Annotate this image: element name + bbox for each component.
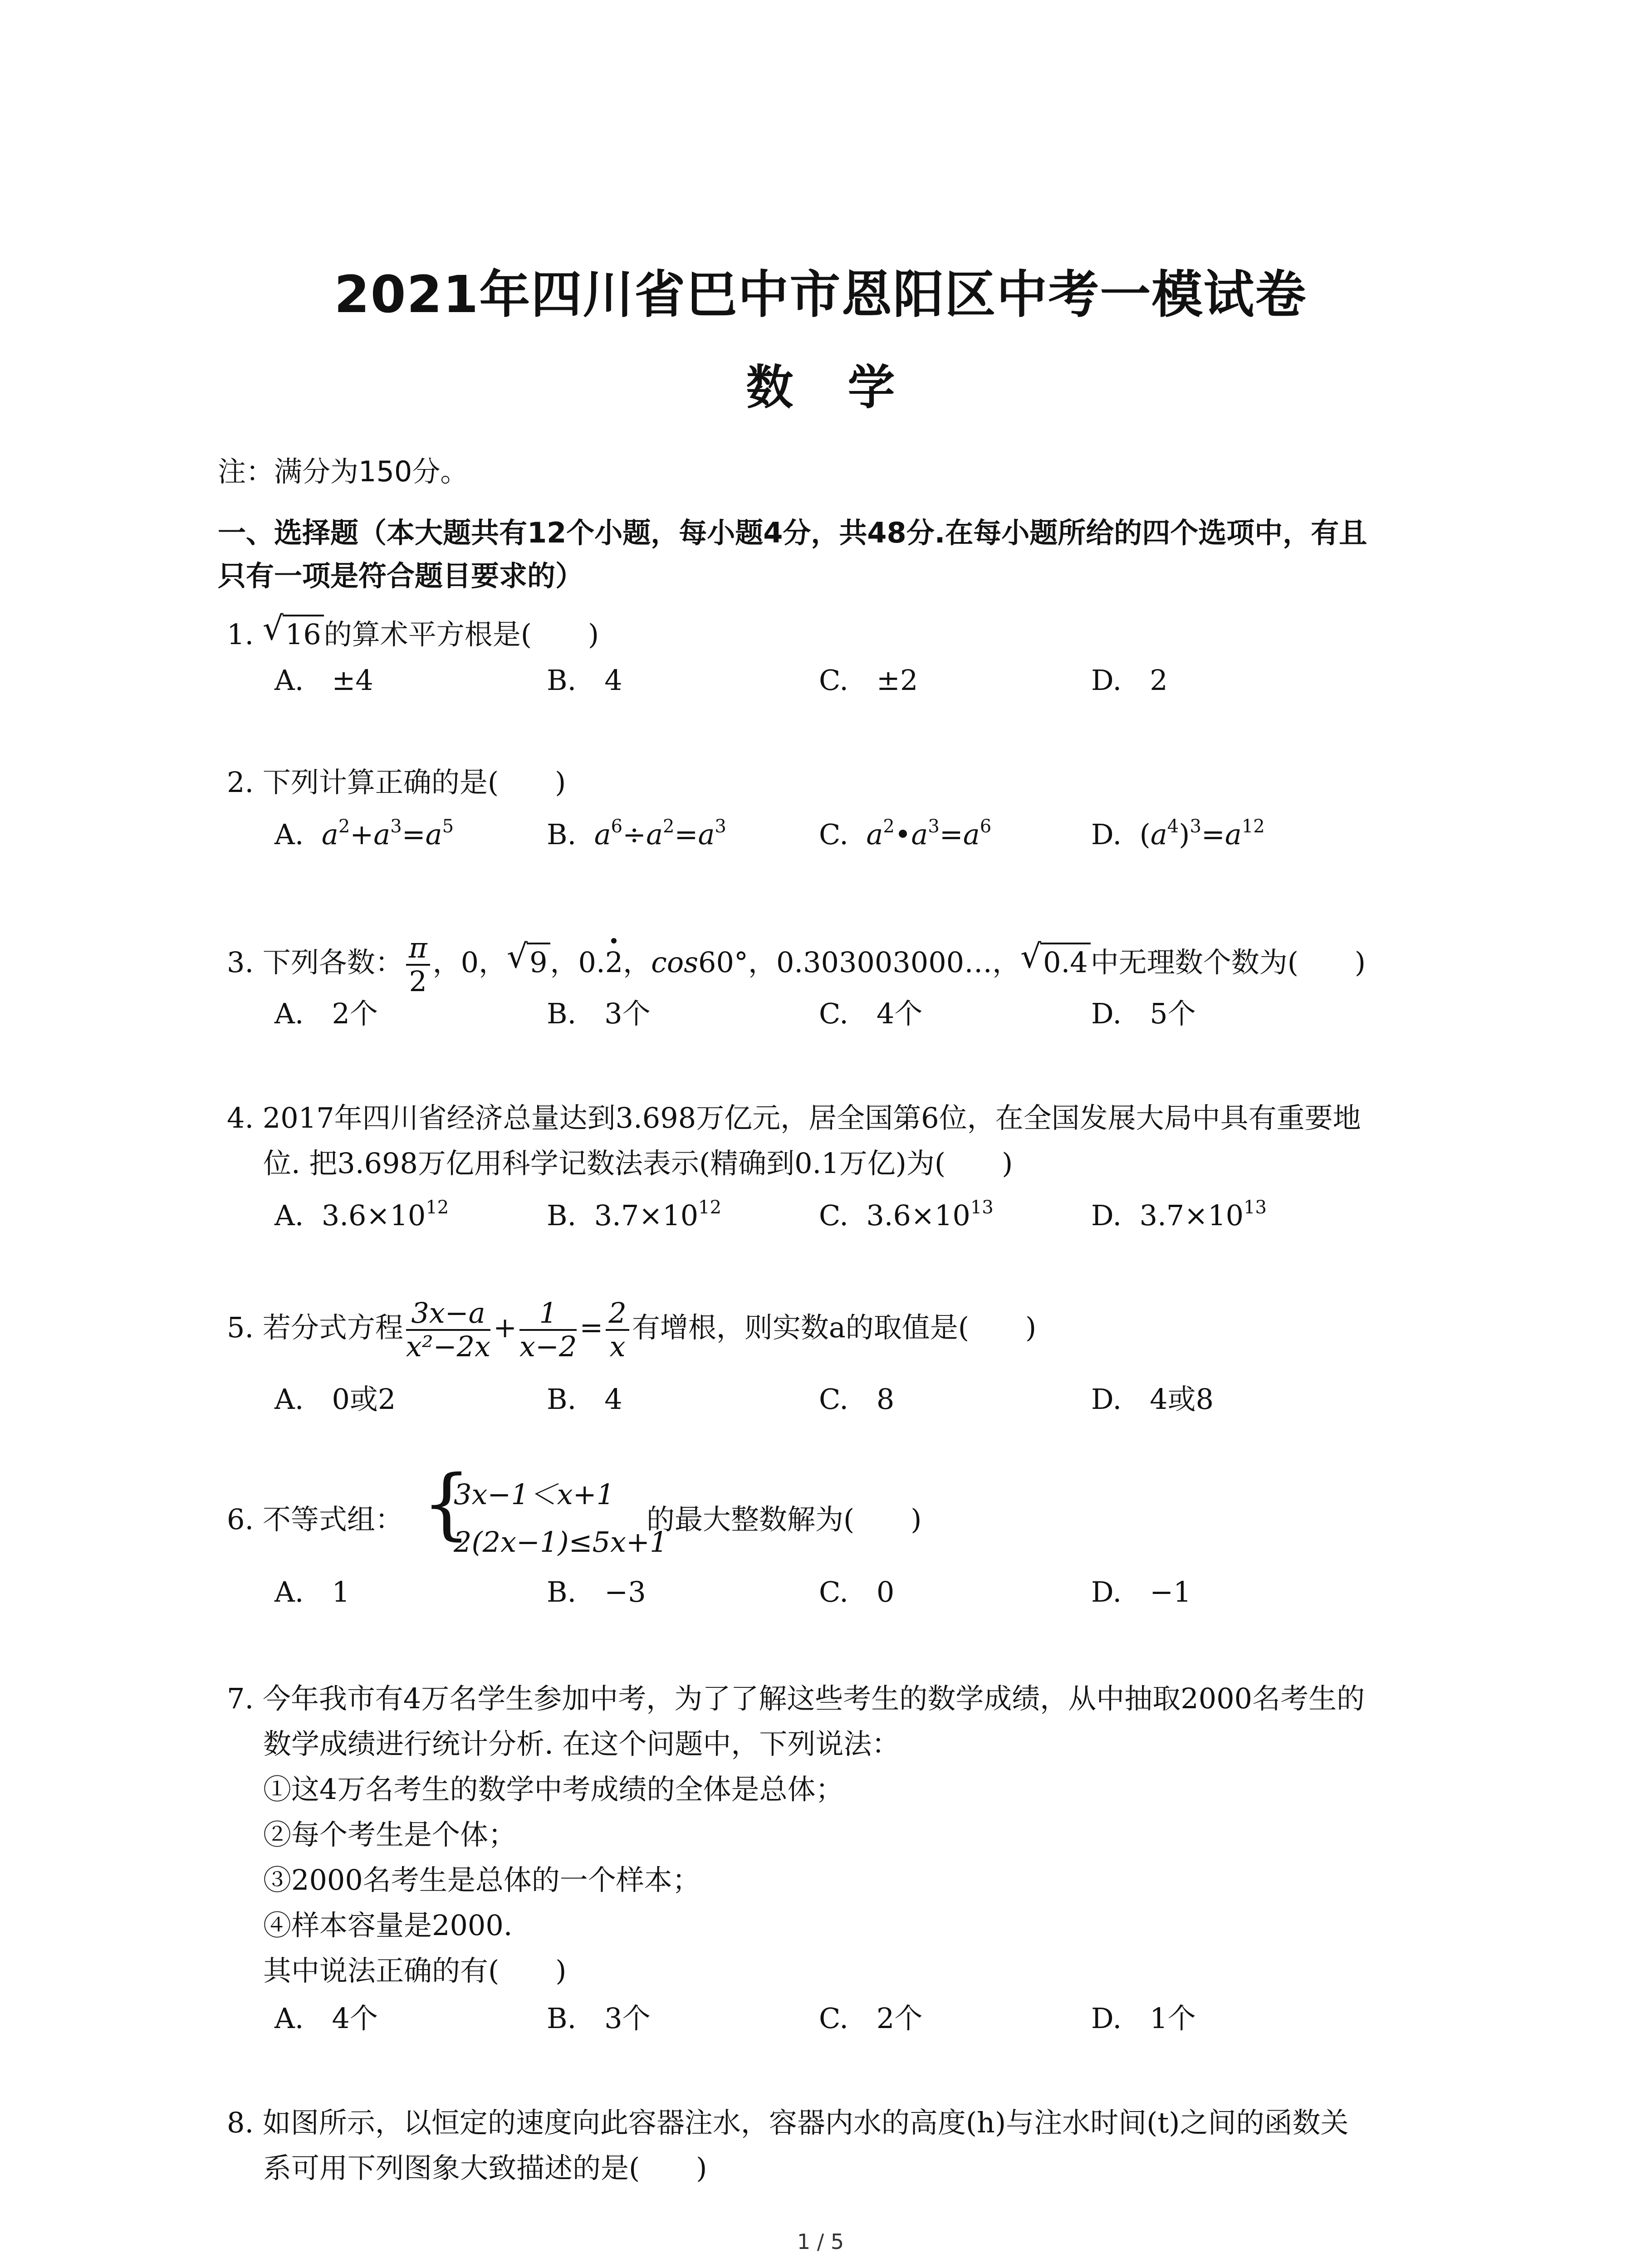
question-7-line2: 数学成绩进行统计分析. 在这个问题中，下列说法： [263, 1727, 900, 1760]
q3-repeating-digit: 2 [605, 944, 623, 981]
q1-option-a: A. ±4 [274, 664, 373, 697]
q1-number: 1. [227, 618, 254, 651]
page-number: 1 / 5 [797, 2229, 844, 2254]
q3-option-a: A. 2个 [274, 997, 378, 1030]
question-3: 3. 下列各数： $\frac{\pi}{2}$ ，0， √ 9，0.2，cos60°，0.303003000…， √ 0.4中无理数个数为( ) [227, 931, 1366, 998]
question-4-line2: 位. 把3.698万亿用科学记数法表示(精确到0.1万亿)为( ) [263, 1147, 1013, 1180]
q5-option-c: C. 8 [819, 1383, 895, 1416]
question-7-statement-2: ②每个考生是个体； [263, 1818, 517, 1851]
q7-option-c: C. 2个 [819, 2002, 923, 2035]
question-1 [227, 609, 599, 653]
q3-option-b: B. 3个 [547, 997, 651, 1030]
q5-option-a: A. 0或2 [274, 1383, 396, 1416]
q6-option-a: A. 1 [274, 1575, 350, 1608]
q2-stem: 下列计算正确的是( ) [262, 766, 566, 799]
q1-sqrt-arg: 16 [283, 615, 324, 653]
q7-option-b: B. 3个 [547, 2002, 651, 2035]
q3-fraction: $\frac{\pi}{2}$ [406, 932, 430, 997]
question-6: 6. 不等式组： [227, 1503, 403, 1536]
q6-stem: 的最大整数解为( ) [647, 1503, 922, 1536]
q3-option-c: C. 4个 [819, 997, 923, 1030]
question-8-line1: 8. 如图所示，以恒定的速度向此容器注水，容器内水的高度(h)与注水时间(t)之间的函数关 [227, 2106, 1349, 2139]
q5-fraction-2: $\frac{1}{x-2}$ [519, 1296, 577, 1363]
section-heading-line1: 一、选择题（本大题共有12个小题，每小题4分，共48分.在每小题所给的四个选项中，有且 [218, 516, 1367, 549]
question-4-line1: 4. 2017年四川省经济总量达到3.698万亿元，居全国第6位，在全国发展大局中具有重要地 [227, 1101, 1361, 1134]
question-2 [227, 764, 566, 801]
q2-option-d: D. $(a^4)^3=a^{12}$ [1091, 816, 1265, 851]
q7-option-a: A. 4个 [274, 2002, 378, 2035]
q4-option-d: D. $3.7\times 10^{13}$ [1091, 1197, 1267, 1232]
q2-option-a: A. $a^2+a^3=a^5$ [274, 816, 454, 851]
q4-option-b: B. $3.7\times 10^{12}$ [547, 1197, 722, 1232]
q5-option-b: B. 4 [547, 1383, 622, 1416]
q2-option-c: C. $a^2•a^3=a^6$ [819, 816, 992, 851]
q7-option-d: D. 1个 [1091, 2002, 1196, 2035]
q1-option-c: C. ±2 [819, 664, 918, 697]
q6-inequality-1: 3x−1＜x+1 [454, 1478, 615, 1511]
score-note: 注：满分为150分。 [218, 455, 469, 488]
q3-number: 3. [227, 946, 254, 979]
q1-stem: 的算术平方根是( ) [323, 618, 599, 651]
question-7-statement-1: ①这4万名考生的数学中考成绩的全体是总体； [263, 1773, 844, 1806]
q4-option-c: C. $3.6\times 10^{13}$ [819, 1197, 994, 1232]
question-8-line2: 系可用下列图象大致描述的是( ) [263, 2151, 707, 2185]
q5-option-d: D. 4或8 [1091, 1383, 1214, 1416]
q3-option-d: D. 5个 [1091, 997, 1196, 1030]
q6-option-d: D. −1 [1091, 1575, 1191, 1608]
q5-fraction-1: $\frac{3x-a}{\text{x²−2x}}$ [406, 1296, 491, 1363]
subject-title: 数学 [746, 360, 950, 415]
q5-fraction-3: $\frac{2}{x}$ [606, 1297, 629, 1363]
question-7-statement-3: ③2000名考生是总体的一个样本； [263, 1863, 700, 1897]
question-7-line1: 7. 今年我市有4万名学生参加中考，为了了解这些考生的数学成绩，从中抽取2000名考生的 [227, 1682, 1365, 1715]
q3-sqrt-04: √ 0.4 [1020, 943, 1091, 981]
q1-option-d: D. 2 [1091, 664, 1168, 697]
q6-inequality-2: 2(2x−1)≤5x+1 [454, 1525, 668, 1559]
q1-sqrt: √ 16 [263, 615, 324, 653]
section-heading-line2: 只有一项是符合题目要求的） [218, 559, 584, 592]
exam-title: 2021年四川省巴中市恩阳区中考一模试卷 [334, 265, 1307, 324]
q2-number: 2. [227, 766, 254, 799]
q6-brace: { [422, 1459, 471, 1549]
q2-option-b: B. $a^6\div a^2=a^3$ [547, 816, 726, 851]
question-7-prompt: 其中说法正确的有( ) [263, 1954, 567, 1987]
q1-option-b: B. 4 [547, 664, 622, 697]
q6-option-b: B. −3 [547, 1575, 646, 1608]
q3-sqrt-9: √ 9 [507, 943, 550, 981]
q4-option-a: A. $3.6\times 10^{12}$ [274, 1197, 449, 1232]
question-5: 5. 若分式方程 $\frac{3x-a}{\text{x²−2x}}$ + $\frac{1}{x-2}$ = $\frac{2}{x}$ 有增根，则实数a的取值是( ) [227, 1296, 1037, 1363]
question-7-statement-4: ④样本容量是2000. [263, 1909, 513, 1942]
q6-option-c: C. 0 [819, 1575, 895, 1608]
